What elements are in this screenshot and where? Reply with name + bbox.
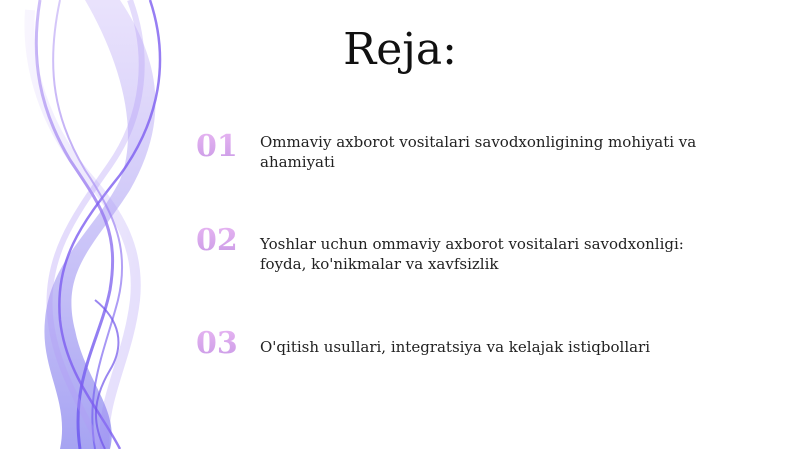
agenda-number-2: 02 <box>196 224 256 258</box>
agenda-text-2: Yoshlar uchun ommaviy axborot vositalari savodxonligi: foyda, ko'nikmalar va xavfsizlik <box>260 235 684 273</box>
agenda-text-3: O'qitish usullari, integratsiya va kelajak istiqbollari <box>260 338 651 356</box>
slide-title: Reja: <box>343 24 457 75</box>
agenda-item-1 <box>196 130 756 172</box>
decorative-smoke-ribbon <box>0 0 200 449</box>
agenda-number-3: 03 <box>196 327 256 361</box>
agenda-number-1: 01 <box>196 130 256 164</box>
agenda-text-1: Ommaviy axborot vositalari savodxonligining mohiyati va ahamiyati <box>260 133 697 171</box>
agenda-item-3 <box>196 327 756 361</box>
agenda-item-2 <box>196 224 756 274</box>
